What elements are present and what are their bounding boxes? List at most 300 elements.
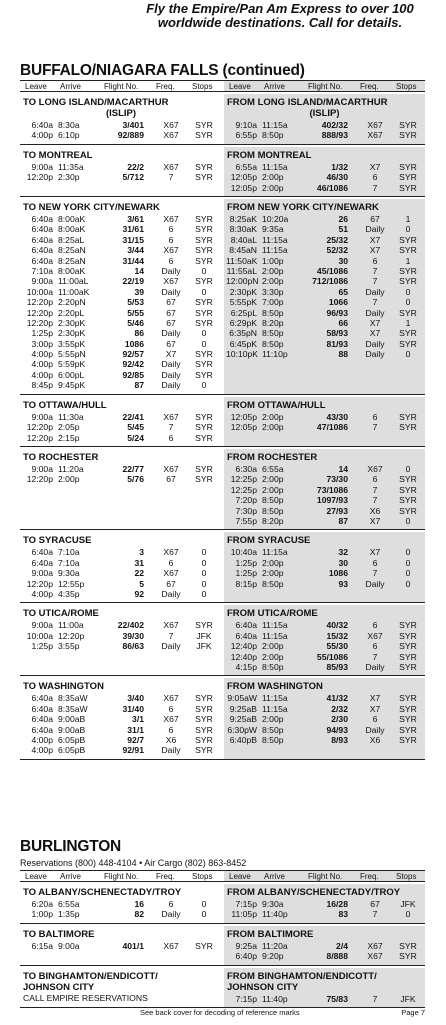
flight-flight: 39 bbox=[134, 286, 144, 297]
flight-leave: 6:40a bbox=[31, 224, 53, 235]
flight-row bbox=[20, 370, 222, 380]
flight-row bbox=[224, 714, 425, 724]
flight-row bbox=[20, 714, 222, 724]
flight-arrive: 11:15a bbox=[262, 234, 288, 245]
from-destination-title: FROM ALBANY/SCHENECTADY/TROY bbox=[227, 887, 401, 898]
flight-flight: 712/1086 bbox=[312, 276, 348, 287]
flight-rows bbox=[224, 162, 425, 193]
col-freq: Freq. bbox=[156, 872, 175, 881]
flight-freq: Daily bbox=[365, 349, 385, 360]
flight-freq: X67 bbox=[367, 130, 383, 141]
flight-row bbox=[20, 308, 222, 318]
flight-stops: SYR bbox=[399, 276, 417, 287]
flight-arrive: 11:15a bbox=[262, 547, 288, 558]
flight-flight: 92/7 bbox=[127, 734, 144, 745]
flight-stops: 0 bbox=[405, 515, 411, 526]
flight-arrive: 2:30pK bbox=[58, 328, 86, 339]
flight-leave: 8:25aK bbox=[229, 214, 257, 224]
flight-rows bbox=[224, 693, 425, 745]
flight-leave: 6:29pK bbox=[229, 317, 257, 328]
flight-flight: 26 bbox=[338, 214, 348, 224]
flight-stops: SYR bbox=[399, 714, 417, 725]
flight-arrive: 11:00aK bbox=[58, 286, 90, 297]
flight-arrive: 2:30p bbox=[58, 172, 80, 183]
flight-stops: SYR bbox=[399, 120, 417, 130]
flight-stops: SYR bbox=[399, 505, 417, 516]
flight-flight: 1066 bbox=[328, 297, 348, 308]
from-destination-title: FROM LONG ISLAND/MACARTHUR bbox=[227, 97, 388, 108]
flight-freq: X67 bbox=[163, 568, 179, 579]
flight-flight: 45/1086 bbox=[316, 265, 348, 276]
flight-flight: 402/32 bbox=[321, 120, 348, 130]
flight-freq: Daily bbox=[365, 724, 385, 735]
flight-flight: 40/32 bbox=[326, 620, 348, 631]
route-section bbox=[20, 926, 425, 966]
flight-leave: 5:55pK bbox=[229, 297, 257, 308]
to-destination-title: TO OTTAWA/HULL bbox=[23, 399, 107, 411]
col-arrive: Arrive bbox=[264, 82, 285, 91]
flight-flight: 5/76 bbox=[127, 474, 144, 485]
flight-flight: 83 bbox=[338, 909, 348, 920]
flight-row bbox=[20, 339, 222, 349]
flight-row bbox=[224, 620, 425, 630]
flight-row bbox=[20, 328, 222, 338]
flight-flight: 22/402 bbox=[117, 620, 144, 631]
flight-leave: 12:05p bbox=[230, 182, 257, 193]
to-destination-panel bbox=[20, 449, 222, 529]
flight-stops: JFK bbox=[400, 993, 416, 1004]
flight-stops: 0 bbox=[405, 578, 411, 589]
from-destination-panel bbox=[224, 397, 425, 446]
flight-freq: Daily bbox=[365, 661, 385, 672]
flight-stops: SYR bbox=[399, 724, 417, 735]
flight-flight: 22/41 bbox=[122, 411, 144, 422]
flight-stops: 1 bbox=[405, 255, 411, 266]
flight-flight: 1097/93 bbox=[316, 495, 348, 506]
flight-row bbox=[224, 899, 425, 909]
flight-arrive: 8:50p bbox=[262, 328, 284, 339]
flight-flight: 3 bbox=[139, 547, 144, 558]
flight-freq: 6 bbox=[372, 172, 378, 183]
route-section bbox=[20, 449, 425, 530]
flight-leave: 6:35pN bbox=[229, 328, 257, 339]
flight-arrive: 8:35aW bbox=[58, 693, 88, 704]
flight-row bbox=[224, 547, 425, 557]
flight-freq: 6 bbox=[372, 641, 378, 652]
from-destination-panel bbox=[224, 147, 425, 196]
flight-flight: 16 bbox=[134, 899, 144, 909]
from-destination-title: FROM BINGHAMTON/ENDICOTT/ bbox=[227, 970, 377, 982]
flight-arrive: 8:50p bbox=[262, 661, 284, 672]
flight-row bbox=[224, 120, 425, 130]
to-destination-panel bbox=[20, 397, 222, 446]
flight-flight: 31/40 bbox=[122, 703, 144, 714]
flight-stops: 0 bbox=[405, 568, 411, 579]
flight-leave: 7:55p bbox=[235, 515, 257, 526]
flight-leave: 12:20p bbox=[26, 297, 53, 308]
flight-flight: 22/2 bbox=[127, 161, 144, 172]
flight-stops: SYR bbox=[399, 328, 417, 339]
flight-row bbox=[224, 652, 425, 662]
flight-arrive: 2:00p bbox=[262, 557, 284, 568]
flight-stops: SYR bbox=[195, 422, 213, 433]
flight-row bbox=[224, 909, 425, 919]
flight-freq: X6 bbox=[369, 505, 381, 516]
to-destination-panel bbox=[20, 532, 222, 602]
flight-flight: 5/712 bbox=[122, 172, 144, 183]
flight-row bbox=[20, 297, 222, 307]
col-leave: Leave bbox=[25, 82, 47, 91]
col-stops: Stops bbox=[192, 872, 213, 881]
flight-leave: 6:40a bbox=[31, 703, 53, 714]
flight-freq: 67 bbox=[370, 899, 380, 909]
flight-stops: SYR bbox=[399, 234, 417, 245]
flight-stops: SYR bbox=[195, 234, 213, 245]
flight-arrive: 2:20pL bbox=[58, 307, 85, 318]
flight-flight: 58/93 bbox=[326, 328, 348, 339]
flight-freq: 67 bbox=[370, 214, 380, 224]
flight-arrive: 8:50p bbox=[262, 307, 284, 318]
flight-freq: Daily bbox=[161, 359, 181, 370]
flight-row bbox=[224, 641, 425, 651]
flight-arrive: 2:00p bbox=[262, 422, 284, 433]
col-flight: Flight No. bbox=[308, 872, 343, 881]
flight-row bbox=[224, 328, 425, 338]
flight-stops: SYR bbox=[195, 714, 213, 725]
flight-stops: SYR bbox=[399, 951, 417, 962]
flight-arrive: 2:00p bbox=[262, 265, 284, 276]
flight-stops: SYR bbox=[399, 130, 417, 141]
flight-rows bbox=[20, 412, 222, 443]
flight-arrive: 5:59pK bbox=[58, 359, 86, 370]
flight-row bbox=[20, 120, 222, 130]
flight-stops: SYR bbox=[195, 724, 213, 735]
flight-row bbox=[224, 412, 425, 422]
flight-leave: 7:10a bbox=[31, 265, 53, 276]
flight-stops: 0 bbox=[201, 328, 207, 339]
flight-arrive: 2:00p bbox=[262, 651, 284, 662]
flight-stops: SYR bbox=[399, 474, 417, 485]
flight-freq: 6 bbox=[168, 234, 174, 245]
flight-flight: 5/53 bbox=[127, 297, 144, 308]
flight-arrive: 2:00p bbox=[262, 172, 284, 183]
flight-arrive: 9:30a bbox=[262, 899, 284, 909]
flight-leave: 12:20p bbox=[26, 432, 53, 443]
flight-leave: 9:00a bbox=[31, 568, 53, 579]
flight-leave: 9:00a bbox=[31, 464, 53, 474]
flight-arrive: 6:05pB bbox=[58, 734, 86, 745]
to-destination-panel bbox=[20, 199, 222, 394]
flight-stops: SYR bbox=[195, 349, 213, 360]
flight-leave: 12:00pN bbox=[226, 276, 259, 287]
flight-arrive: 11:15a bbox=[262, 120, 288, 130]
flight-stops: 0 bbox=[405, 557, 411, 568]
flight-leave: 1:25p bbox=[235, 557, 257, 568]
flight-arrive: 6:55a bbox=[58, 899, 80, 909]
flight-freq: Daily bbox=[365, 307, 385, 318]
flight-stops: SYR bbox=[195, 369, 213, 380]
flight-arrive: 7:00p bbox=[262, 297, 284, 308]
route-section bbox=[20, 605, 425, 676]
flight-row bbox=[224, 266, 425, 276]
to-destination-panel bbox=[20, 147, 222, 196]
flight-arrive: 9:30a bbox=[58, 568, 80, 579]
flight-freq: X7 bbox=[369, 703, 381, 714]
route-section bbox=[20, 532, 425, 603]
flight-leave: 3:00p bbox=[31, 338, 53, 349]
flight-stops: 0 bbox=[405, 286, 411, 297]
flight-leave: 1:25p bbox=[31, 328, 53, 339]
flight-row bbox=[20, 579, 222, 589]
flight-stops: SYR bbox=[399, 422, 417, 433]
flight-arrive: 2:05p bbox=[58, 422, 80, 433]
page-number: Page 7 bbox=[401, 1008, 425, 1017]
flight-leave: 1:25p bbox=[235, 568, 257, 579]
flight-arrive: 2:00p bbox=[262, 714, 284, 725]
flight-stops: SYR bbox=[195, 464, 213, 474]
flight-flight: 16/28 bbox=[326, 899, 348, 909]
flight-freq: 67 bbox=[166, 578, 176, 589]
flight-stops: SYR bbox=[195, 214, 213, 224]
flight-row bbox=[224, 308, 425, 318]
flight-stops: 0 bbox=[201, 286, 207, 297]
flight-stops: SYR bbox=[195, 359, 213, 370]
flight-flight: 25/32 bbox=[326, 234, 348, 245]
flight-row bbox=[224, 172, 425, 182]
flight-flight: 88 bbox=[338, 349, 348, 360]
flight-stops: SYR bbox=[399, 693, 417, 704]
flight-stops: SYR bbox=[399, 495, 417, 506]
flight-rows bbox=[224, 547, 425, 589]
flight-stops: SYR bbox=[399, 651, 417, 662]
flight-arrive: 1:00p bbox=[262, 255, 284, 266]
flight-leave: 4:15p bbox=[235, 661, 257, 672]
flight-freq: 67 bbox=[166, 297, 176, 308]
from-destination-title: FROM OTTAWA/HULL bbox=[227, 399, 326, 411]
flight-leave: 10:10pK bbox=[226, 349, 259, 360]
flight-stops: 0 bbox=[201, 265, 207, 276]
flight-leave: 9:00a bbox=[31, 620, 53, 631]
flight-flight: 5/55 bbox=[127, 307, 144, 318]
flight-leave: 6:40a bbox=[31, 120, 53, 130]
flight-arrive: 2:15p bbox=[58, 432, 80, 443]
flight-leave: 12:20p bbox=[26, 172, 53, 183]
flight-stops: SYR bbox=[399, 338, 417, 349]
flight-flight: 94/93 bbox=[326, 724, 348, 735]
from-destination-title: FROM UTICA/ROME bbox=[227, 608, 318, 620]
flight-leave: 10:00a bbox=[26, 286, 53, 297]
flight-stops: JFK bbox=[196, 630, 212, 641]
flight-freq: X67 bbox=[163, 214, 179, 224]
col-stops: Stops bbox=[396, 82, 417, 91]
to-destination-panel bbox=[20, 678, 222, 758]
from-destination-title: FROM SYRACUSE bbox=[227, 535, 311, 547]
flight-flight: 51 bbox=[338, 224, 348, 235]
flight-flight: 3/40 bbox=[127, 693, 144, 704]
to-destination-panel bbox=[20, 94, 222, 144]
flight-freq: 6 bbox=[168, 432, 174, 443]
flight-row bbox=[224, 506, 425, 516]
flight-row bbox=[224, 558, 425, 568]
flight-flight: 32 bbox=[338, 547, 348, 558]
flight-row bbox=[20, 474, 222, 484]
flight-leave: 6:30a bbox=[235, 464, 257, 474]
column-header bbox=[20, 870, 425, 882]
flight-flight: 3/401 bbox=[122, 120, 144, 130]
flight-leave: 6:30pW bbox=[227, 724, 257, 735]
flight-arrive: 8:50p bbox=[262, 505, 284, 516]
flight-leave: 9:25a bbox=[235, 940, 257, 951]
flight-arrive: 11:15a bbox=[262, 703, 288, 714]
flight-arrive: 11:15a bbox=[262, 693, 288, 704]
flight-row bbox=[224, 951, 425, 961]
flight-rows bbox=[20, 162, 222, 183]
flight-flight: 5 bbox=[139, 578, 144, 589]
flight-freq: X67 bbox=[163, 464, 179, 474]
flight-leave: 12:05p bbox=[230, 411, 257, 422]
flight-arrive: 12:20p bbox=[58, 630, 85, 641]
flight-freq: X67 bbox=[163, 620, 179, 631]
flight-stops: 1 bbox=[405, 214, 411, 224]
to-destination-title: TO BINGHAMTON/ENDICOTT/ bbox=[23, 970, 158, 982]
flight-leave: 12:05p bbox=[230, 422, 257, 433]
flight-stops: SYR bbox=[399, 307, 417, 318]
flight-arrive: 2:00p bbox=[262, 474, 284, 485]
flight-stops: SYR bbox=[399, 734, 417, 745]
flight-freq: X67 bbox=[367, 940, 383, 951]
flight-arrive: 11:40p bbox=[262, 993, 288, 1004]
flight-arrive: 6:00pL bbox=[58, 369, 85, 380]
flight-freq: 6 bbox=[168, 703, 174, 714]
flight-freq: 7 bbox=[168, 630, 174, 641]
flight-stops: SYR bbox=[195, 703, 213, 714]
flight-freq: 6 bbox=[168, 255, 174, 266]
flight-stops: 0 bbox=[405, 547, 411, 558]
flight-leave: 11:55aL bbox=[226, 265, 257, 276]
flight-leave: 9:05aW bbox=[227, 693, 257, 704]
flight-flight: 93 bbox=[338, 578, 348, 589]
flight-row bbox=[20, 745, 222, 755]
flight-row bbox=[20, 589, 222, 599]
flight-stops: 0 bbox=[201, 380, 207, 391]
flight-arrive: 2:20pN bbox=[58, 297, 86, 308]
from-destination-title: JOHNSON CITY bbox=[227, 981, 299, 993]
from-destination-panel bbox=[224, 884, 425, 923]
flight-leave: 9:25aB bbox=[229, 703, 257, 714]
from-destination-title: (ISLIP) bbox=[309, 108, 340, 119]
flight-row bbox=[224, 245, 425, 255]
flight-arrive: 11:10p bbox=[262, 349, 288, 360]
flight-stops: SYR bbox=[195, 255, 213, 266]
flight-freq: Daily bbox=[161, 909, 181, 920]
from-destination-title: FROM WASHINGTON bbox=[227, 681, 323, 693]
flight-stops: SYR bbox=[195, 432, 213, 443]
flight-flight: 55/1086 bbox=[316, 651, 348, 662]
flight-arrive: 9:00aB bbox=[58, 724, 86, 735]
flight-freq: Daily bbox=[365, 578, 385, 589]
flight-flight: 3/1 bbox=[132, 714, 144, 725]
flight-leave: 6:55p bbox=[235, 130, 257, 141]
route-section bbox=[20, 199, 425, 395]
flight-flight: 22 bbox=[134, 568, 144, 579]
flight-flight: 92/889 bbox=[117, 130, 144, 141]
flight-row bbox=[20, 547, 222, 557]
flight-flight: 86/63 bbox=[122, 641, 144, 652]
flight-stops: 0 bbox=[201, 578, 207, 589]
flight-freq: Daily bbox=[161, 369, 181, 380]
flight-rows bbox=[20, 899, 222, 920]
flight-flight: 1086 bbox=[124, 338, 144, 349]
flight-arrive: 9:00aB bbox=[58, 714, 86, 725]
flight-freq: 7 bbox=[372, 568, 378, 579]
flight-flight: 14 bbox=[338, 464, 348, 474]
flight-leave: 9:00a bbox=[31, 411, 53, 422]
from-destination-title: FROM MONTREAL bbox=[227, 149, 312, 161]
flight-flight: 96/93 bbox=[326, 307, 348, 318]
flight-leave: 6:40a bbox=[31, 214, 53, 224]
flight-flight: 15/32 bbox=[326, 630, 348, 641]
flight-stops: SYR bbox=[195, 411, 213, 422]
flight-arrive: 2:00p bbox=[262, 276, 284, 287]
flight-freq: 7 bbox=[372, 651, 378, 662]
to-column-header bbox=[20, 81, 222, 91]
city-title: BUFFALO/NIAGARA FALLS (continued) bbox=[20, 62, 305, 79]
flight-flight: 3/61 bbox=[127, 214, 144, 224]
to-destination-panel bbox=[20, 884, 222, 923]
flight-freq: Daily bbox=[161, 265, 181, 276]
flight-arrive: 10:20a bbox=[262, 214, 289, 224]
flight-row bbox=[20, 568, 222, 578]
flight-freq: 6 bbox=[372, 557, 378, 568]
flight-arrive: 6:10p bbox=[58, 130, 80, 141]
flight-stops: 0 bbox=[405, 909, 411, 920]
flight-leave: 4:00p bbox=[31, 130, 53, 141]
flight-leave: 6:40a bbox=[31, 724, 53, 735]
flight-leave: 4:00p bbox=[31, 369, 53, 380]
flight-stops: 0 bbox=[201, 547, 207, 558]
flight-freq: X67 bbox=[163, 276, 179, 287]
flight-row bbox=[224, 183, 425, 193]
flight-freq: 6 bbox=[372, 255, 378, 266]
flight-arrive: 5:55pN bbox=[58, 349, 86, 360]
flight-leave: 9:25aB bbox=[229, 714, 257, 725]
flight-leave: 6:15a bbox=[31, 940, 53, 951]
flight-flight: 5/46 bbox=[127, 317, 144, 328]
flight-freq: X67 bbox=[163, 245, 179, 256]
col-leave: Leave bbox=[25, 872, 47, 881]
from-destination-panel bbox=[224, 94, 425, 144]
flight-freq: X67 bbox=[367, 630, 383, 641]
flight-flight: 8/888 bbox=[326, 951, 348, 962]
flight-flight: 27/93 bbox=[326, 505, 348, 516]
flight-flight: 31 bbox=[134, 557, 144, 568]
flight-freq: X67 bbox=[163, 714, 179, 725]
flight-stops: 0 bbox=[405, 224, 411, 235]
to-destination-panel bbox=[20, 968, 222, 1007]
flight-arrive: 2:00p bbox=[262, 568, 284, 579]
flight-leave: 12:25p bbox=[230, 474, 257, 485]
flight-rows bbox=[20, 214, 222, 391]
to-destination-panel bbox=[20, 926, 222, 965]
flight-freq: 6 bbox=[168, 224, 174, 235]
flight-arrive: 8:00aK bbox=[58, 265, 86, 276]
flight-leave: 6:40a bbox=[31, 693, 53, 704]
flight-flight: 1/32 bbox=[331, 161, 348, 172]
flight-flight: 47/1086 bbox=[316, 422, 348, 433]
flight-flight: 65 bbox=[338, 286, 348, 297]
to-destination-title: TO ALBANY/SCHENECTADY/TROY bbox=[23, 887, 182, 898]
to-destination-panel bbox=[20, 605, 222, 675]
